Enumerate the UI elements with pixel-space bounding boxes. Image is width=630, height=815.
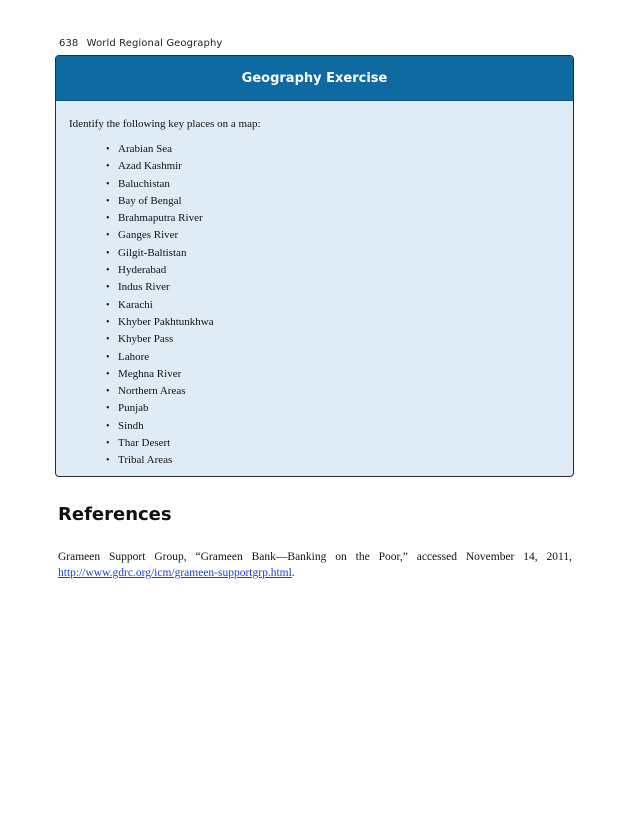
bullet-icon: • bbox=[106, 195, 110, 207]
reference-trailing: . bbox=[291, 567, 295, 579]
list-item bbox=[106, 400, 573, 417]
place-name: Northern Areas bbox=[118, 385, 186, 398]
place-name: Ganges River bbox=[118, 229, 179, 242]
list-item bbox=[106, 452, 573, 469]
geography-exercise-box bbox=[55, 55, 574, 477]
bullet-icon: • bbox=[106, 351, 110, 363]
list-item bbox=[106, 227, 573, 244]
list-item bbox=[106, 366, 573, 383]
book-title: World Regional Geography bbox=[86, 38, 223, 49]
places-list bbox=[56, 141, 573, 470]
list-item bbox=[106, 210, 573, 227]
page-number: 638 bbox=[59, 38, 79, 49]
list-item bbox=[106, 418, 573, 435]
bullet-icon: • bbox=[106, 334, 110, 346]
place-name: Meghna River bbox=[118, 367, 182, 380]
bullet-icon: • bbox=[106, 144, 110, 155]
place-name: Karachi bbox=[118, 298, 153, 311]
place-name: Punjab bbox=[118, 402, 149, 415]
place-name: Hyderabad bbox=[118, 264, 167, 277]
place-name: Arabian Sea bbox=[118, 143, 173, 155]
bullet-icon: • bbox=[106, 265, 110, 277]
list-item bbox=[106, 193, 573, 210]
reference-entry bbox=[58, 549, 572, 581]
bullet-icon: • bbox=[106, 178, 110, 190]
list-item bbox=[106, 314, 573, 331]
exercise-instruction: Identify the following key places on a map: bbox=[69, 118, 261, 130]
bullet-icon: • bbox=[106, 213, 110, 225]
list-item bbox=[106, 349, 573, 366]
place-name: Thar Desert bbox=[118, 437, 171, 450]
list-item bbox=[106, 158, 573, 175]
place-name: Bay of Bengal bbox=[118, 194, 182, 207]
bullet-icon: • bbox=[106, 161, 110, 173]
bullet-icon: • bbox=[106, 299, 110, 311]
bullet-icon: • bbox=[106, 316, 110, 328]
list-item bbox=[106, 279, 573, 296]
reference-text: Grameen Support Group, “Grameen Bank—Banking on the Poor,” accessed November 14, 2011, bbox=[58, 551, 572, 563]
bullet-icon: • bbox=[106, 455, 110, 467]
place-name: Gilgit-Baltistan bbox=[118, 246, 187, 259]
list-item bbox=[106, 245, 573, 262]
list-item bbox=[106, 262, 573, 279]
place-name: Lahore bbox=[118, 350, 150, 363]
bullet-icon: • bbox=[106, 386, 110, 398]
bullet-icon: • bbox=[106, 420, 110, 432]
list-item bbox=[106, 331, 573, 348]
bullet-icon: • bbox=[106, 230, 110, 242]
bullet-icon: • bbox=[106, 247, 110, 259]
reference-link[interactable]: http://www.gdrc.org/icm/grameen-supportgrp.html bbox=[58, 567, 292, 579]
bullet-icon: • bbox=[106, 282, 110, 294]
place-name: Baluchistan bbox=[118, 177, 170, 190]
place-name: Khyber Pakhtunkhwa bbox=[118, 315, 214, 328]
running-header bbox=[59, 38, 222, 49]
references-heading: References bbox=[58, 504, 172, 525]
bullet-icon: • bbox=[106, 403, 110, 415]
bullet-icon: • bbox=[106, 368, 110, 380]
place-name: Azad Kashmir bbox=[118, 160, 182, 173]
place-name: Tribal Areas bbox=[118, 454, 173, 467]
exercise-title: Geography Exercise bbox=[56, 56, 573, 101]
list-item bbox=[106, 435, 573, 452]
list-item bbox=[106, 383, 573, 400]
list-item bbox=[106, 297, 573, 314]
list-item bbox=[106, 176, 573, 193]
list-item bbox=[106, 141, 573, 158]
bullet-icon: • bbox=[106, 438, 110, 450]
place-name: Brahmaputra River bbox=[118, 212, 203, 225]
place-name: Khyber Pass bbox=[118, 333, 174, 346]
place-name: Indus River bbox=[118, 281, 170, 294]
place-name: Sindh bbox=[118, 419, 144, 432]
